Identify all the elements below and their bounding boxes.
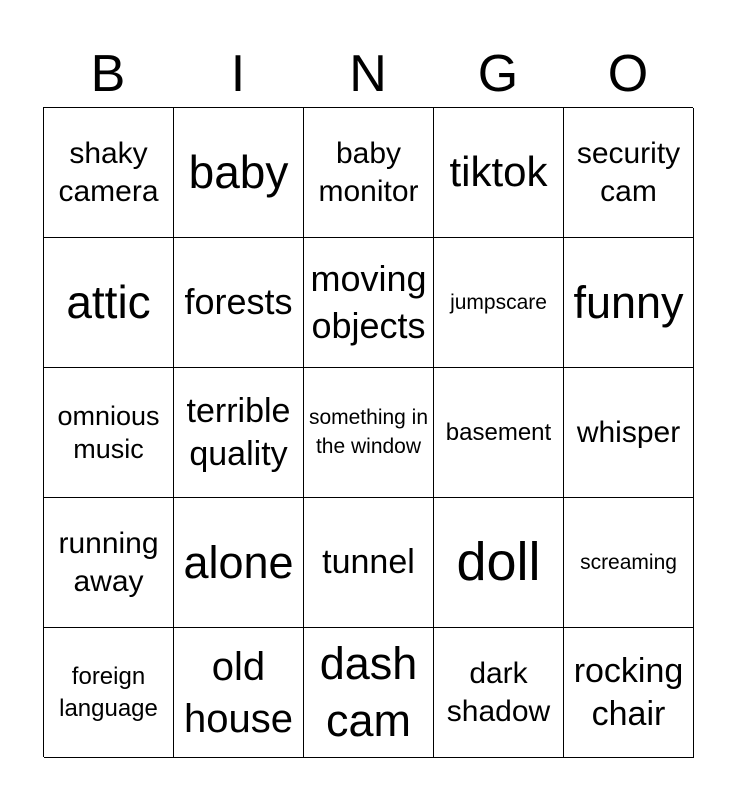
header-letter-n: N	[349, 45, 387, 103]
cell-text: dash cam	[319, 638, 418, 746]
cell-text: terrible quality	[186, 392, 291, 473]
cell-text: jumpscare	[450, 290, 547, 314]
bingo-cell[interactable]	[304, 498, 434, 628]
cell-text: moving objects	[310, 257, 427, 346]
cell-text: screaming	[580, 550, 677, 574]
cell-text: forests	[184, 281, 293, 323]
bingo-cell[interactable]	[304, 628, 434, 758]
bingo-header	[43, 40, 693, 108]
header-letter-i: I	[230, 45, 246, 103]
bingo-cell[interactable]	[44, 628, 174, 758]
cell-text: baby	[188, 145, 289, 198]
bingo-cell[interactable]	[564, 368, 694, 498]
bingo-cell[interactable]	[434, 368, 564, 498]
bingo-cell[interactable]	[564, 628, 694, 758]
bingo-cell[interactable]	[174, 368, 304, 498]
cell-text: attic	[66, 275, 151, 328]
cell-text: alone	[183, 536, 294, 588]
bingo-cell[interactable]	[434, 108, 564, 238]
cell-text: baby monitor	[318, 137, 419, 208]
bingo-cell[interactable]	[304, 368, 434, 498]
bingo-cell[interactable]	[434, 238, 564, 368]
bingo-cell[interactable]	[564, 108, 694, 238]
bingo-cell[interactable]	[564, 238, 694, 368]
cell-text: basement	[445, 418, 552, 446]
cell-text: dark shadow	[446, 657, 551, 728]
bingo-cell[interactable]	[304, 108, 434, 238]
bingo-cell[interactable]	[174, 238, 304, 368]
cell-text: omnious music	[57, 401, 160, 464]
cell-text: whisper	[576, 415, 681, 449]
cell-text: doll	[456, 531, 541, 592]
header-letter-g: G	[477, 45, 519, 103]
cell-text: security cam	[576, 137, 681, 208]
cell-text: old house	[184, 644, 293, 741]
bingo-cell[interactable]	[304, 238, 434, 368]
header-letter-o: O	[607, 45, 649, 103]
bingo-cell[interactable]	[44, 238, 174, 368]
bingo-cell[interactable]	[564, 498, 694, 628]
cell-text: foreign language	[59, 663, 158, 722]
bingo-cell[interactable]	[174, 498, 304, 628]
bingo-cell[interactable]	[44, 108, 174, 238]
cell-text: funny	[573, 276, 684, 328]
bingo-cell[interactable]	[44, 498, 174, 628]
bingo-cell[interactable]	[44, 368, 174, 498]
bingo-cell[interactable]	[434, 628, 564, 758]
bingo-cell[interactable]	[174, 628, 304, 758]
cell-text: tiktok	[449, 148, 548, 196]
cell-text: rocking chair	[573, 652, 684, 733]
bingo-cell[interactable]	[434, 498, 564, 628]
cell-text: tunnel	[322, 543, 415, 582]
header-letter-b: B	[90, 45, 126, 103]
bingo-cell[interactable]	[174, 108, 304, 238]
cell-text: running away	[58, 527, 159, 598]
cell-text: shaky camera	[58, 137, 159, 208]
bingo-board	[43, 107, 693, 757]
cell-text: something in the window	[308, 406, 429, 458]
